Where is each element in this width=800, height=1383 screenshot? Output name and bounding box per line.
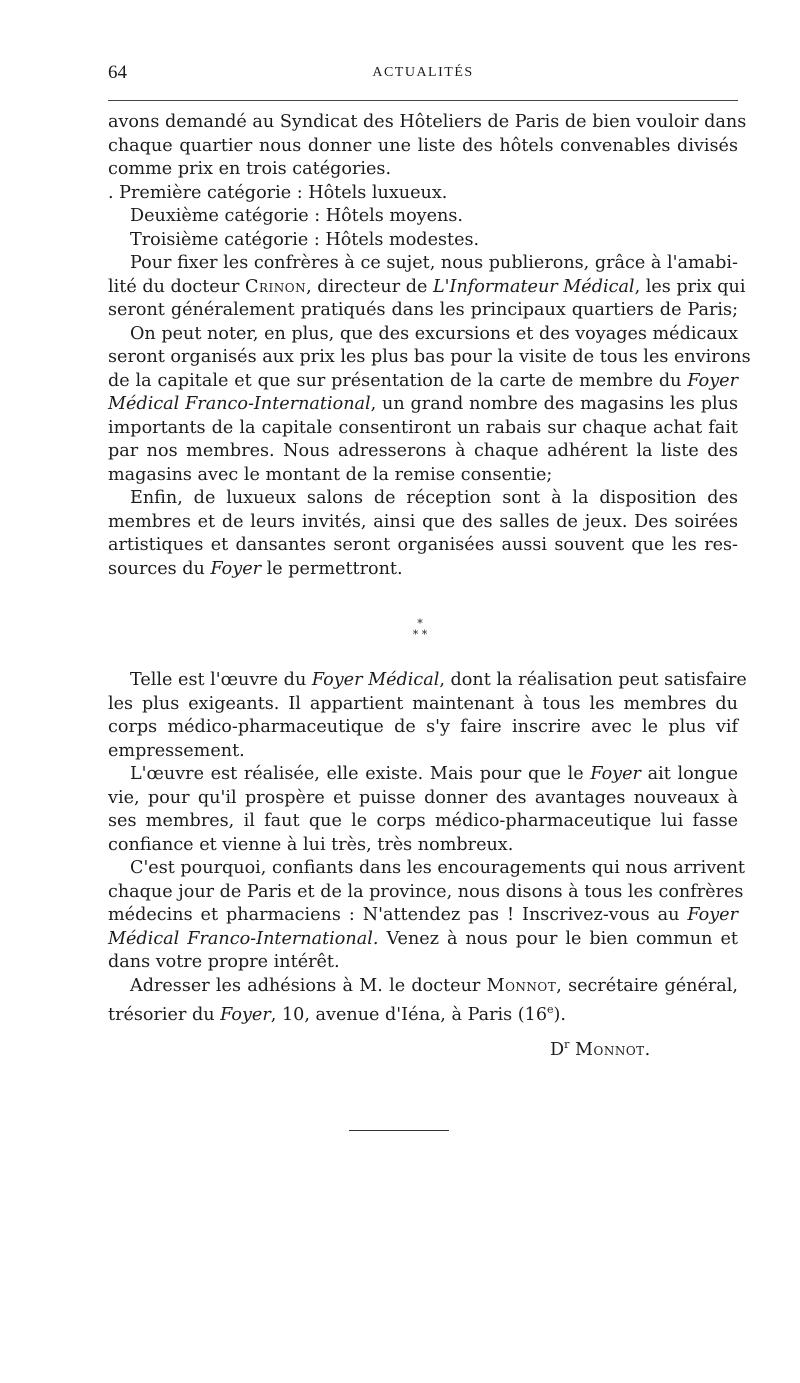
text-line bbox=[108, 763, 738, 787]
text-span: Pour fixer les confrères à ce sujet, nous publierons, grâce à l'amabi- bbox=[130, 253, 738, 273]
text-span: dans votre propre intérêt. bbox=[108, 952, 340, 972]
text-line bbox=[108, 740, 738, 764]
italic-span: Foyer bbox=[687, 370, 738, 391]
text-line bbox=[108, 810, 738, 834]
text-line bbox=[108, 787, 738, 811]
italic-span: Foyer bbox=[220, 1004, 271, 1025]
text-span: médecins et pharmaciens : N'attendez pas ! Inscrivez-vous au bbox=[108, 905, 688, 925]
text-span: Deuxième catégorie : Hôtels moyens. bbox=[130, 206, 463, 226]
text-span: Adresser les adhésions à M. le docteur bbox=[130, 975, 487, 996]
text-span: , 10, avenue d'Iéna, à Paris (16 bbox=[270, 1004, 548, 1025]
text-span: , un grand nombre des magasins les plus bbox=[370, 394, 738, 414]
text-span: , directeur de bbox=[306, 276, 433, 297]
text-span: sources du bbox=[108, 558, 211, 579]
italic-span: Médical Franco-International. bbox=[108, 928, 379, 949]
end-rule bbox=[349, 1130, 449, 1131]
text-span: , les prix qui bbox=[634, 276, 746, 297]
text-line bbox=[108, 534, 738, 558]
text-line bbox=[108, 464, 738, 488]
italic-span: Foyer bbox=[590, 764, 641, 784]
superscript: e bbox=[547, 1003, 554, 1016]
text-line bbox=[108, 346, 751, 370]
text-line bbox=[108, 511, 738, 535]
text-line bbox=[108, 111, 747, 135]
smallcaps-span: Monnot bbox=[486, 975, 557, 996]
running-title: ACTUALITÉS bbox=[372, 65, 474, 80]
text-span: magasins avec le montant de la remise consentie; bbox=[108, 464, 553, 485]
text-span: confiance et vienne à lui très, très nombreux. bbox=[108, 834, 514, 855]
text-span: On peut noter, en plus, que des excursions et des voyages médicaux bbox=[130, 323, 739, 344]
text-span: , dont la réalisation peut satisfaire bbox=[439, 670, 747, 690]
text-span: les plus exigeants. Il appartient maintenant à tous les membres du bbox=[108, 693, 738, 714]
text-span: par nos membres. Nous adresserons à chaque adhérent la liste des bbox=[108, 441, 738, 461]
text-line bbox=[108, 440, 738, 464]
smallcaps-span: Crinon bbox=[245, 276, 307, 297]
text-span: Venez à nous pour le bien commun et bbox=[378, 928, 738, 949]
text-line bbox=[108, 135, 738, 159]
text-span: chaque jour de Paris et de la province, nous disons à tous les confrères bbox=[108, 881, 744, 902]
italic-span: Foyer bbox=[687, 905, 738, 925]
text-line bbox=[108, 487, 738, 511]
italic-span: L'Informateur Médical bbox=[432, 276, 635, 297]
text-line bbox=[108, 229, 738, 253]
asterism bbox=[395, 618, 445, 640]
signature-suffix: . bbox=[644, 1039, 651, 1060]
text-span: seront organisés aux prix les plus bas pour la visite de tous les environs bbox=[108, 347, 751, 367]
text-span: Enfin, de luxueux salons de réception sont à la disposition des bbox=[130, 488, 738, 508]
text-line bbox=[108, 323, 738, 347]
text-span: lité du docteur bbox=[108, 276, 246, 297]
text-line bbox=[108, 975, 738, 999]
text-line bbox=[108, 182, 738, 206]
text-span: vie, pour qu'il prospère et puisse donner des avantages nouveaux à bbox=[108, 787, 738, 808]
text-line bbox=[108, 928, 738, 952]
text-span: avons demandé au Syndicat des Hôteliers de Paris de bien vouloir dans bbox=[108, 112, 747, 132]
asterism-top: * bbox=[417, 617, 423, 630]
text-line bbox=[108, 558, 738, 582]
page-number: 64 bbox=[108, 62, 127, 83]
text-span: membres et de leurs invités, ainsi que des salles de jeux. Des soirées bbox=[108, 511, 738, 532]
page-header bbox=[108, 62, 738, 88]
text-span: trésorier du bbox=[108, 1004, 221, 1025]
text-block-2 bbox=[108, 669, 747, 1025]
italic-span: Médical Franco-International bbox=[108, 394, 371, 414]
text-span: Troisième catégorie : Hôtels modestes. bbox=[130, 229, 480, 250]
text-line bbox=[108, 252, 738, 276]
italic-span: Foyer Médical bbox=[311, 670, 440, 690]
text-line bbox=[108, 417, 738, 441]
text-line bbox=[108, 834, 738, 858]
text-line bbox=[108, 716, 738, 740]
text-span: , secrétaire général, bbox=[556, 975, 738, 996]
text-line bbox=[108, 881, 744, 905]
asterism-bottom: * * bbox=[412, 628, 428, 641]
text-line bbox=[108, 276, 746, 300]
text-line bbox=[108, 370, 738, 394]
text-span: importants de la capitale consentiront un rabais sur chaque achat fait bbox=[108, 417, 738, 438]
text-span: . Première catégorie : Hôtels luxueux. bbox=[108, 182, 448, 203]
text-line bbox=[108, 693, 738, 717]
text-line bbox=[108, 998, 738, 1025]
signature-name: Monnot bbox=[574, 1039, 645, 1060]
text-line bbox=[108, 951, 738, 975]
text-span: empressement. bbox=[108, 740, 245, 761]
text-span: chaque quartier nous donner une liste des hôtels convenables divisés bbox=[108, 135, 738, 156]
text-block-1 bbox=[108, 111, 751, 581]
text-span: seront généralement pratiqués dans les principaux quartiers de Paris; bbox=[108, 300, 738, 320]
header-rule bbox=[108, 100, 738, 101]
signature-prefix-sup: r bbox=[564, 1038, 570, 1051]
text-line bbox=[108, 299, 738, 323]
text-span: Telle est l'œuvre du bbox=[130, 670, 312, 690]
text-line bbox=[108, 857, 745, 881]
text-span: L'œuvre est réalisée, elle existe. Mais pour que le bbox=[130, 764, 591, 784]
text-span: ait longue bbox=[640, 764, 738, 784]
italic-span: Foyer bbox=[210, 558, 262, 579]
text-span: ). bbox=[553, 1004, 567, 1025]
text-span: ses membres, il faut que le corps médico-pharmaceutique lui fasse bbox=[108, 811, 738, 831]
signature bbox=[550, 1038, 650, 1060]
text-span: C'est pourquoi, confiants dans les encouragements qui nous arrivent bbox=[130, 858, 745, 878]
text-line bbox=[108, 205, 738, 229]
text-line bbox=[108, 393, 738, 417]
text-span: artistiques et dansantes seront organisées aussi souvent que les res- bbox=[108, 535, 738, 555]
text-span: de la capitale et que sur présentation de la carte de membre du bbox=[108, 370, 688, 391]
signature-prefix: D bbox=[550, 1039, 565, 1060]
text-span: corps médico-pharmaceutique de s'y faire inscrire avec le plus vif bbox=[108, 717, 738, 737]
text-span: comme prix en trois catégories. bbox=[108, 159, 392, 179]
text-line bbox=[108, 669, 747, 693]
text-line bbox=[108, 158, 738, 182]
text-span: le permettront. bbox=[261, 558, 403, 579]
text-line bbox=[108, 904, 738, 928]
